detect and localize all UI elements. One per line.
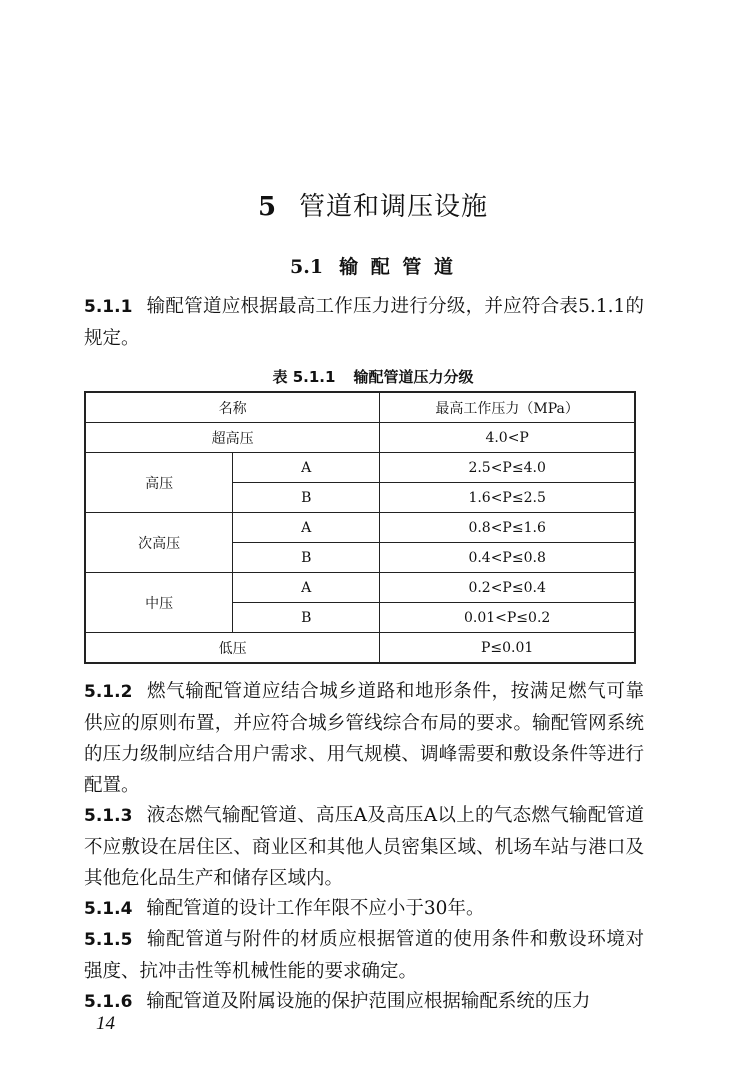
cell-grade: A [233,453,380,483]
clause-text: 输配管道应根据最高工作压力进行分级，并应符合表5.1.1的规定。 [84,296,644,349]
cell-pressure: 0.01<P≤0.2 [380,603,635,633]
table-row [85,633,635,664]
clause-5-1-6 [84,986,644,1018]
cell-name: 低压 [85,633,380,664]
section-number: 5.1 [290,256,324,278]
chapter-number: 5 [257,192,278,222]
clause-text: 输配管道与附件的材质应根据管道的使用条件和敷设环境对强度、抗冲击性等机械性能的要求确定。 [84,929,644,982]
clause-text: 输配管道的设计工作年限不应小于30年。 [146,898,485,919]
header-name: 名称 [85,392,380,423]
cell-grade: B [233,603,380,633]
clause-5-1-2 [84,676,644,801]
cell-grade: A [233,573,380,603]
cell-grade: B [233,543,380,573]
cell-pressure: 0.2<P≤0.4 [380,573,635,603]
table-row [85,573,635,603]
table-caption [0,366,746,387]
clause-number: 5.1.6 [84,992,133,1012]
clause-text: 燃气输配管道应结合城乡道路和地形条件，按满足燃气可靠供应的原则布置，并应符合城乡管线综合布局的要求。输配管网系统的压力级制应结合用户需求、用气规模、调峰需要和敷设条件等进行配置。 [84,681,644,796]
table-row [85,513,635,543]
clause-number: 5.1.4 [84,899,133,919]
cell-pressure: 2.5<P≤4.0 [380,453,635,483]
cell-pressure: 0.8<P≤1.6 [380,513,635,543]
clause-text: 输配管道及附属设施的保护范围应根据输配系统的压力 [146,991,591,1012]
section-title [0,252,746,279]
header-pressure: 最高工作压力（MPa） [380,392,635,423]
cell-pressure: 0.4<P≤0.8 [380,543,635,573]
section-title-text: 输 配 管 道 [339,256,456,278]
cell-grade: A [233,513,380,543]
pressure-grade-table [84,391,636,664]
table-row [85,423,635,453]
table-title: 输配管道压力分级 [353,368,474,386]
cell-name: 高压 [85,453,233,513]
cell-pressure: P≤0.01 [380,633,635,664]
table-number: 表 5.1.1 [272,368,336,386]
cell-pressure: 4.0<P [380,423,635,453]
cell-name: 中压 [85,573,233,633]
page-number: 14 [96,1013,115,1034]
clause-number: 5.1.2 [84,682,133,702]
clause-text: 液态燃气输配管道、高压A及高压A以上的气态燃气输配管道不应敷设在居住区、商业区和其他人员密集区域、机场车站与港口及其他危化品生产和储存区域内。 [84,805,644,889]
clause-number: 5.1.3 [84,806,133,826]
clause-5-1-3 [84,800,644,894]
cell-name: 次高压 [85,513,233,573]
cell-grade: B [233,483,380,513]
cell-name: 超高压 [85,423,380,453]
clause-5-1-5 [84,924,644,987]
table-row [85,453,635,483]
chapter-title-text: 管道和调压设施 [299,192,489,222]
chapter-title [0,186,746,223]
clause-number: 5.1.5 [84,930,133,950]
clause-5-1-1 [84,291,644,354]
clause-5-1-4 [84,893,644,925]
cell-pressure: 1.6<P≤2.5 [380,483,635,513]
clause-number: 5.1.1 [84,297,133,317]
table-header-row [85,392,635,423]
